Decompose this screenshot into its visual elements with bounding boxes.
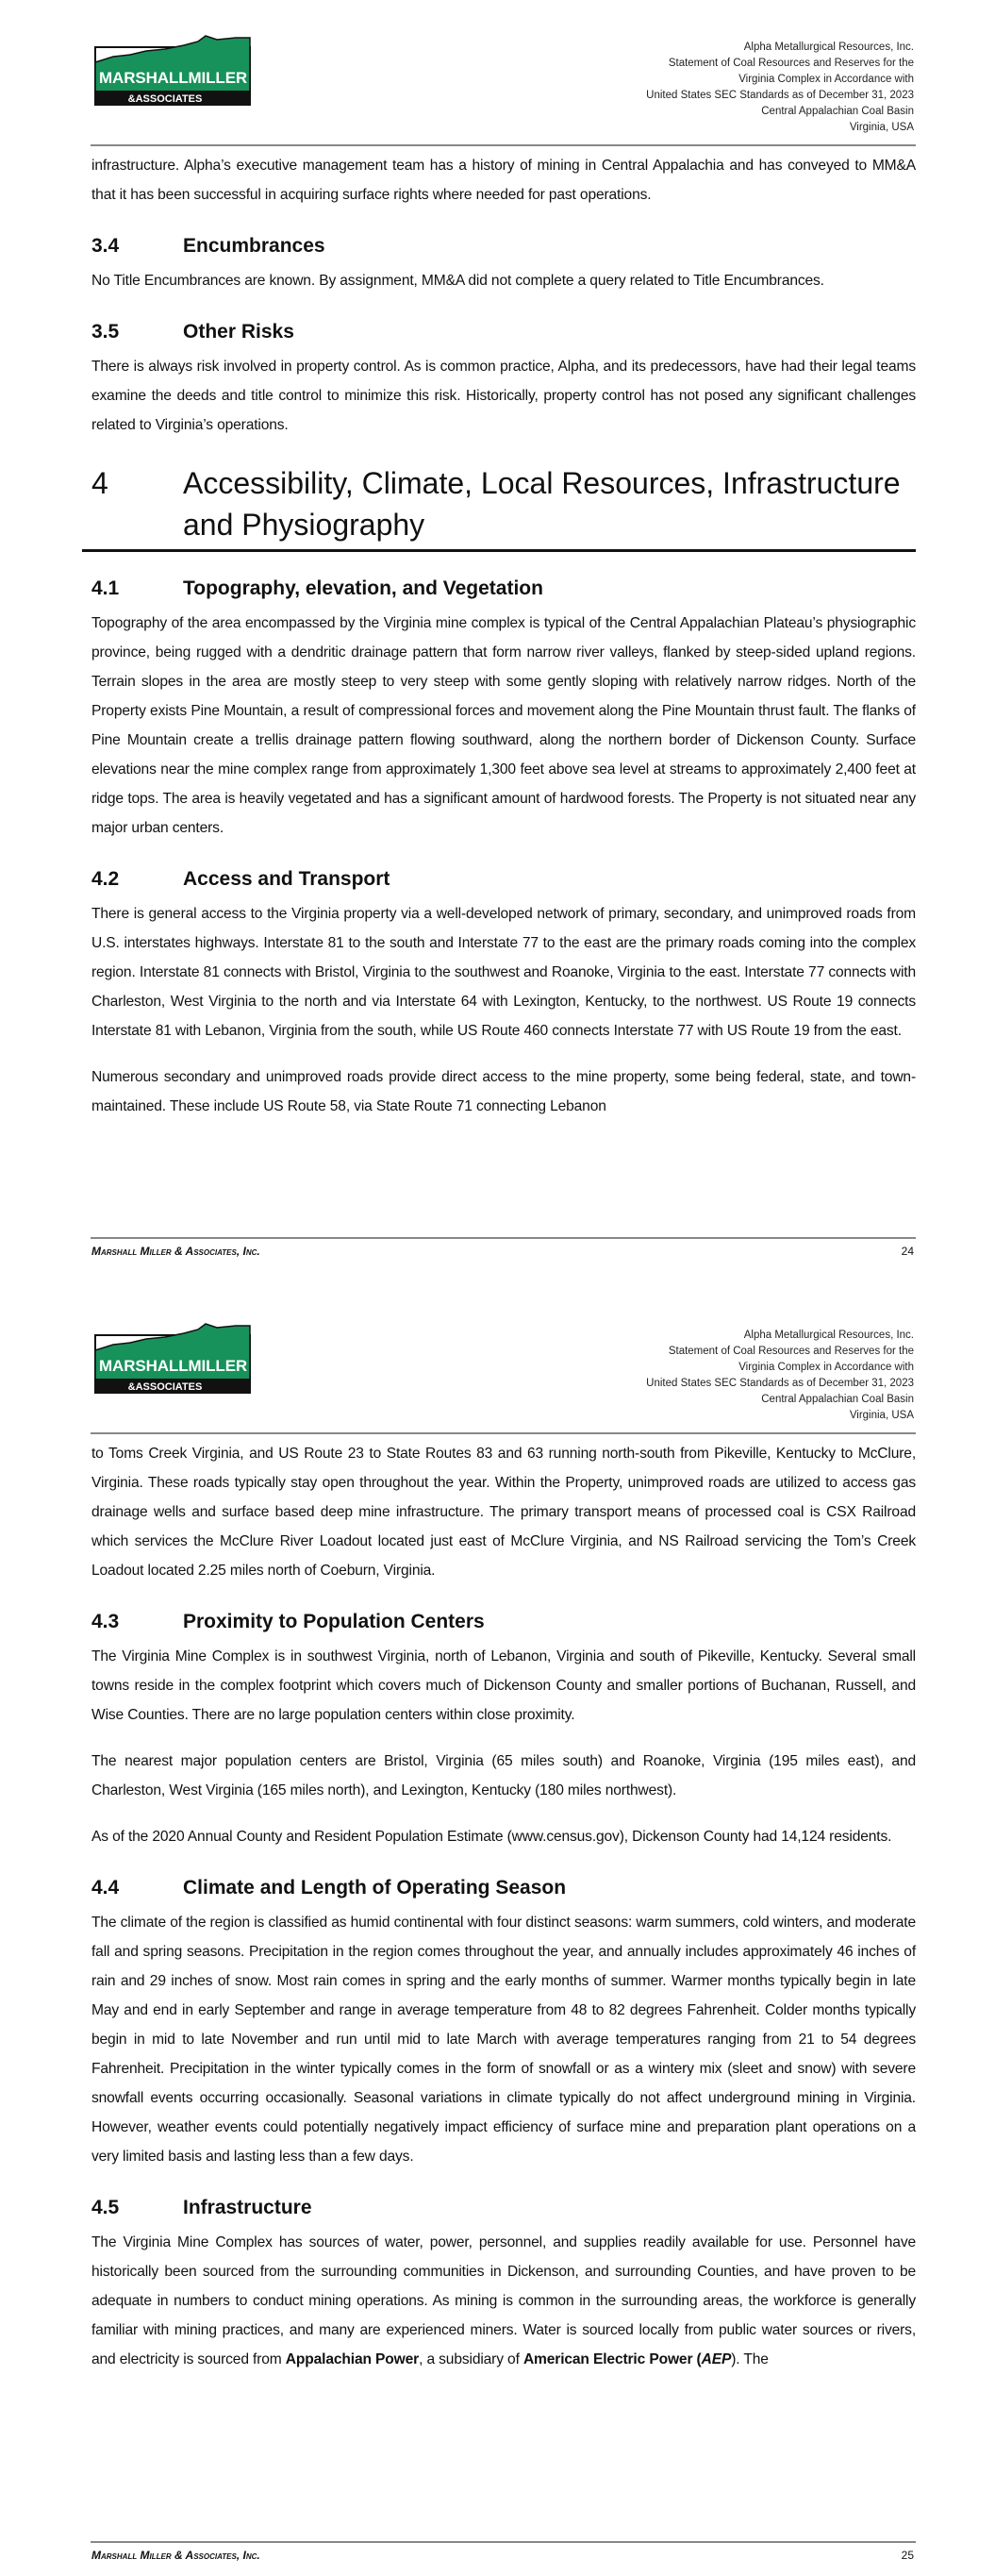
marshall-miller-logo [94,1322,251,1394]
footer-divider [91,2541,916,2543]
header-line: United States SEC Standards as of December 31, 2023 [646,1378,914,1389]
paragraph: As of the 2020 Annual County and Resident Population Estimate (www.census.gov), Dickenson County had 14,124 residents. [91,1829,892,1845]
section-title: Climate and Length of Operating Season [183,1877,567,1899]
section-number: 3.4 [91,235,120,257]
section-number: 4.2 [91,868,120,890]
paragraph: There is general access to the Virginia property via a well-developed network of primary, secondary, and unimproved roads from U.S. interstates highways. Interstate 81 to the south and Interstate 77 to the east are the primary roads coming into the complex region. Interstate 81 connects with Bristol, Virginia to the southwest and Roanoke, Virginia to the east. Interstate 77 connects with Charleston, West Virginia to the north and via Interstate 64 with Lexington, Kentucky, to the northwest. US Route 19 connects Interstate 81 with Lebanon, Virginia from the south, while US Route 460 connects Interstate 77 with US Route 19 from the east. [91,906,916,1039]
paragraph: The nearest major population centers are Bristol, Virginia (65 miles south) and Roanoke, Virginia (195 miles east), and Charleston, West Virginia (165 miles north), and Lexington, Kentucky (180 miles northwest). [91,1753,916,1798]
section-heading-4-3 [91,1606,916,1638]
text-run: ). The [731,2351,769,2367]
chapter-number: 4 [91,466,108,500]
section-title: Infrastructure [183,2197,312,2218]
footer-company: Marshall Miller & Associates, Inc. [91,1245,260,1258]
section-number: 4.3 [91,1611,120,1632]
page-number: 25 [901,2549,914,2562]
text-run-bold: ( [692,2351,702,2367]
section-title: Encumbrances [183,235,325,257]
footer-company: Marshall Miller & Associates, Inc. [91,2549,260,2562]
svg-text:&ASSOCIATES: &ASSOCIATES [127,93,203,105]
document-header [646,1328,914,1424]
section-number: 4.5 [91,2197,120,2218]
page-25 [0,1288,995,2576]
page-body [91,151,916,1138]
section-heading-3-4 [91,230,916,262]
text-run: , a subsidiary of [419,2351,523,2367]
header-divider [91,1432,916,1434]
paragraph: No Title Encumbrances are known. By assignment, MM&A did not complete a query related to Title Encumbrances. [91,273,824,289]
paragraph: to Toms Creek Virginia, and US Route 23 to State Routes 83 and 63 running north-south from Pikeville, Kentucky to McClure, Virginia. These roads typically stay open throughout the year. Within the Property, unimproved roads are utilized to access gas drainage wells and surface based deep mine infrastructure. The primary transport means of processed coal is CSX Railroad which services the McClure River Loadout located just east of McClure Virginia, and NS Railroad servicing the Tom’s Creek Loadout located 2.25 miles north of Coeburn, Virginia. [91,1446,916,1579]
header-line: Central Appalachian Coal Basin [761,1394,914,1405]
paragraph: Numerous secondary and unimproved roads provide direct access to the mine property, some being federal, state, and town-maintained. These include US Route 58, via State Route 71 connecting Lebanon [91,1069,916,1114]
header-line: Virginia Complex in Accordance with [738,74,914,85]
section-title: Topography, elevation, and Vegetation [183,577,543,599]
header-line: Virginia, USA [849,1410,914,1421]
marshall-miller-logo [94,34,251,106]
paragraph: The climate of the region is classified as humid continental with four distinct seasons: warm summers, cold winters, and moderate fall and spring seasons. Precipitation in the region comes throughout the year, and annually includes approximately 46 inches of rain and 29 inches of snow. Most rain comes in spring and the early months of summer. Warmer months typically begin in late May and end in early September and range in average temperature from 48 to 82 degrees Fahrenheit. Colder months typically begin in mid to late November and run until mid to late March with average temperatures ranging from 21 to 54 degrees Fahrenheit. Precipitation in the winter typically comes in the form of snowfall or as a wintery mix (sleet and snow) with severe snowfall events occurring occasionally. Seasonal variations in climate typically do not affect underground mining in Virginia. However, weather events could potentially negatively impact efficiency of surface mine and preparation plant operations on a very limited basis and lasting less than a few days. [91,1915,916,2165]
header-line: Virginia, USA [849,122,914,133]
section-title: Other Risks [183,321,294,343]
section-heading-4-1 [91,573,916,605]
header-line: Statement of Coal Resources and Reserves for the [668,1346,914,1357]
section-heading-4-2 [91,863,916,895]
header-line: Alpha Metallurgical Resources, Inc. [743,42,914,53]
section-number: 4.1 [91,577,120,599]
document-header [646,40,914,136]
header-line: Alpha Metallurgical Resources, Inc. [743,1330,914,1341]
section-title: Access and Transport [183,868,390,890]
chapter-heading-4 [82,462,916,552]
text-run-bold: Appalachian Power [285,2351,420,2367]
header-line: Virginia Complex in Accordance with [738,1362,914,1373]
section-heading-4-5 [91,2192,916,2224]
footer-divider [91,1237,916,1239]
text-run-bold-italic: AEP [701,2351,732,2367]
header-line: Central Appalachian Coal Basin [761,106,914,117]
paragraph: infrastructure. Alpha’s executive management team has a history of mining in Central Appalachia and has conveyed to MM&A that it has been successful in acquiring surface rights where needed for past operations. [91,158,916,203]
paragraph: There is always risk involved in property control. As is common practice, Alpha, and its predecessors, have had their legal teams examine the deeds and title control to minimize this risk. Historically, property control has not posed any significant challenges related to Virginia’s operations. [91,359,916,433]
paragraph: Topography of the area encompassed by the Virginia mine complex is typical of the Central Appalachian Plateau’s physiographic province, being rugged with a dendritic drainage pattern that form narrow river valleys, flanked by steep-sided upland regions. Terrain slopes in the area are mostly steep to very steep with some gently sloping with relatively narrow ridges. North of the Property exists Pine Mountain, a result of compressional forces and movement along the Pine Mountain thrust fault. The flanks of Pine Mountain create a trellis drainage pattern flowing southward, along the northern border of Dickenson County. Surface elevations near the mine complex range from approximately 1,300 feet above sea level at streams to approximately 2,400 feet at ridge tops. The area is heavily vegetated and has a significant amount of hardwood forests. The Property is not situated near any major urban centers. [91,615,916,836]
section-number: 3.5 [91,321,120,343]
header-line: Statement of Coal Resources and Reserves for the [668,58,914,69]
page-body [91,1439,916,2391]
chapter-title: Accessibility, Climate, Local Resources, Infrastructure and Physiography [183,466,901,542]
section-heading-4-4 [91,1872,916,1904]
section-title: Proximity to Population Centers [183,1611,485,1632]
text-run: The Virginia Mine Complex has sources of water, power, personnel, and supplies readily available for use. Personnel have historically been sourced from the surrounding communities in Dickenson, and surrounding Counties, and have proven to be adequate in numbers to conduct mining operations. As mining is common in the surrounding areas, the workforce is generally familiar with mining practices, and many are experienced miners. Water is sourced locally from public water sources or rivers, and electricity is sourced from [91,2234,916,2367]
section-heading-3-5 [91,316,916,348]
header-line: United States SEC Standards as of December 31, 2023 [646,90,914,101]
svg-text:MARSHALLMILLER: MARSHALLMILLER [99,69,246,87]
header-divider [91,144,916,146]
section-number: 4.4 [91,1877,120,1899]
page-number: 24 [901,1245,914,1258]
text-run-bold: American Electric Power [522,2351,693,2367]
page-24 [0,0,995,1283]
svg-text:&ASSOCIATES: &ASSOCIATES [127,1381,203,1393]
svg-text:MARSHALLMILLER: MARSHALLMILLER [99,1357,246,1375]
paragraph: The Virginia Mine Complex is in southwest Virginia, north of Lebanon, Virginia and south of Pikeville, Kentucky. Several small towns reside in the complex footprint which covers much of Dickenson County and smaller portions of Buchanan, Russell, and Wise Counties. There are no large population centers within close proximity. [91,1648,916,1723]
paragraph [91,2228,916,2374]
